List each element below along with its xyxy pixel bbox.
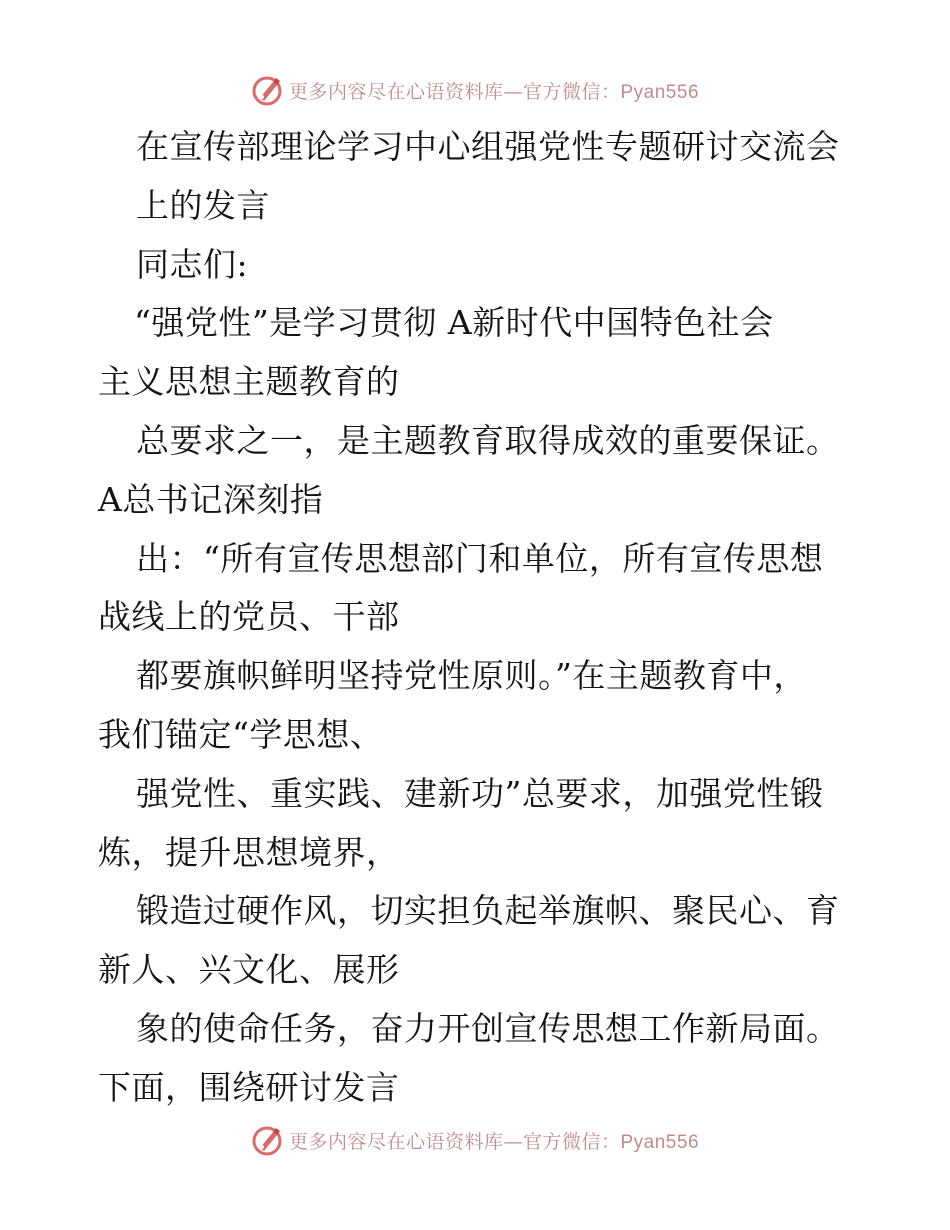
doc-line: 同志们: [136,244,249,284]
watermark-wechat-id: Pyan556 [620,1131,700,1153]
watermark-title: 更多内容尽在心语资料库 [288,1130,504,1153]
doc-line: 象的使命任务，奋力开创宣传思想工作新局面。 [136,1008,840,1048]
doc-line: 都要旗帜鲜明坚持党性原则。”在主题教育中， [136,656,807,696]
watermark-separator: — [503,80,523,103]
doc-line: “强党性”是学习贯彻 A新时代中国特色社会 [134,303,774,343]
doc-line: 下面，围绕研讨发言 [98,1067,400,1107]
footer-watermark [0,1120,950,1160]
watermark-text [289,1127,699,1154]
watermark-wechat-label: 官方微信： [522,1130,621,1153]
doc-line: A总书记深刻指 [98,479,324,519]
doc-line: 出：“所有宣传思想部门和单位，所有宣传思想 [136,538,824,578]
pen-logo-icon [251,1123,285,1157]
doc-line: 在宣传部理论学习中心组强党性专题研讨交流会 [136,127,840,166]
doc-line: 新人、兴文化、展形 [98,950,400,990]
doc-line: 战线上的党员、干部 [98,597,400,637]
doc-line: 炼，提升思想境界， [98,832,400,872]
pen-logo-icon [251,73,285,107]
watermark-title: 更多内容尽在心语资料库 [288,80,504,103]
doc-line: 总要求之一，是主题教育取得成效的重要保证。 [136,420,840,460]
header-watermark [0,70,950,110]
doc-line: 上的发言 [136,185,270,225]
doc-line: 强党性、重实践、建新功”总要求，加强党性锻 [136,773,824,813]
watermark-text [289,77,699,104]
watermark-wechat-label: 官方微信： [522,80,621,103]
watermark-separator: — [503,1130,523,1153]
doc-line: 主义思想主题教育的 [98,362,400,402]
watermark-wechat-id: Pyan556 [620,81,700,103]
doc-line: 我们锚定“学思想、 [98,714,384,754]
doc-line: 锻造过硬作风，切实担负起举旗帜、聚民心、育 [136,891,840,931]
document-body [98,118,868,1118]
